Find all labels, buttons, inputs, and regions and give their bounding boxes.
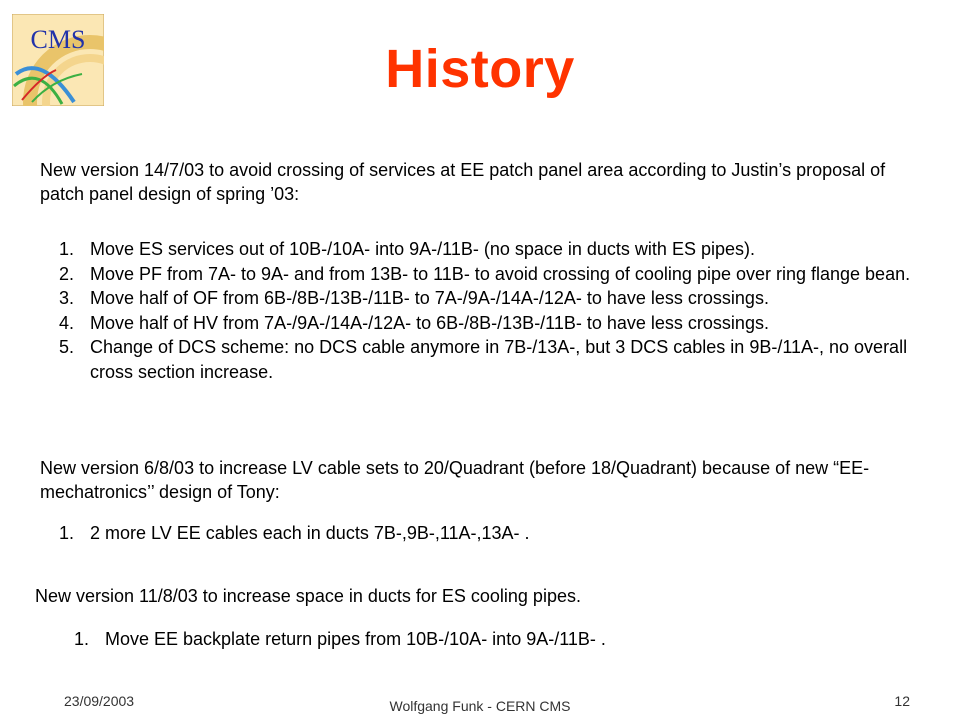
- list-item: 3. Move half of OF from 6B-/8B-/13B-/11B- to 7A-/9A-/14A-/12A- to have less crossings.: [58, 288, 769, 308]
- list-item: 5. Change of DCS scheme: no DCS cable anymore in 7B-/13A-, but 3 DCS cables in 9B-/11A-, no overall cross section increase.: [58, 337, 908, 382]
- list-item: 1. Move EE backplate return pipes from 10B-/10A- into 9A-/11B- .: [73, 629, 606, 649]
- page-title: History: [385, 39, 575, 99]
- list-item: 1. 2 more LV EE cables each in ducts 7B-,9B-,11A-,13A- .: [58, 523, 530, 543]
- section-3-list: [55, 627, 915, 652]
- section-3-intro: New version 11/8/03 to increase space in ducts for ES cooling pipes.: [35, 586, 581, 606]
- footer-author: Wolfgang Funk - CERN CMS: [389, 698, 571, 714]
- list-item: 4. Move half of HV from 7A-/9A-/14A-/12A- to 6B-/8B-/13B-/11B- to have less crossings.: [58, 312, 769, 333]
- section-2-intro: New version 6/8/03 to increase LV cable sets to 20/Quadrant (before 18/Quadrant) because of new “EE-mechatronics’’ design of Tony:: [40, 458, 870, 502]
- footer-page-number: 12: [894, 693, 910, 709]
- list-item: 1. Move ES services out of 10B-/10A- into 9A-/11B- (no space in ducts with ES pipes).: [58, 239, 755, 259]
- section-2-list: [40, 521, 920, 546]
- cms-logo-text: CMS: [30, 25, 86, 54]
- list-item: 2. Move PF from 7A- to 9A- and from 13B- to 11B- to avoid crossing of cooling pipe over ring flange bean.: [58, 263, 911, 284]
- section-1-intro: New version 14/7/03 to avoid crossing of services at EE patch panel area according to Justin’s proposal of patch panel design of spring ’03:: [40, 160, 886, 204]
- section-1-list: [40, 237, 920, 384]
- footer-date: 23/09/2003: [64, 693, 135, 709]
